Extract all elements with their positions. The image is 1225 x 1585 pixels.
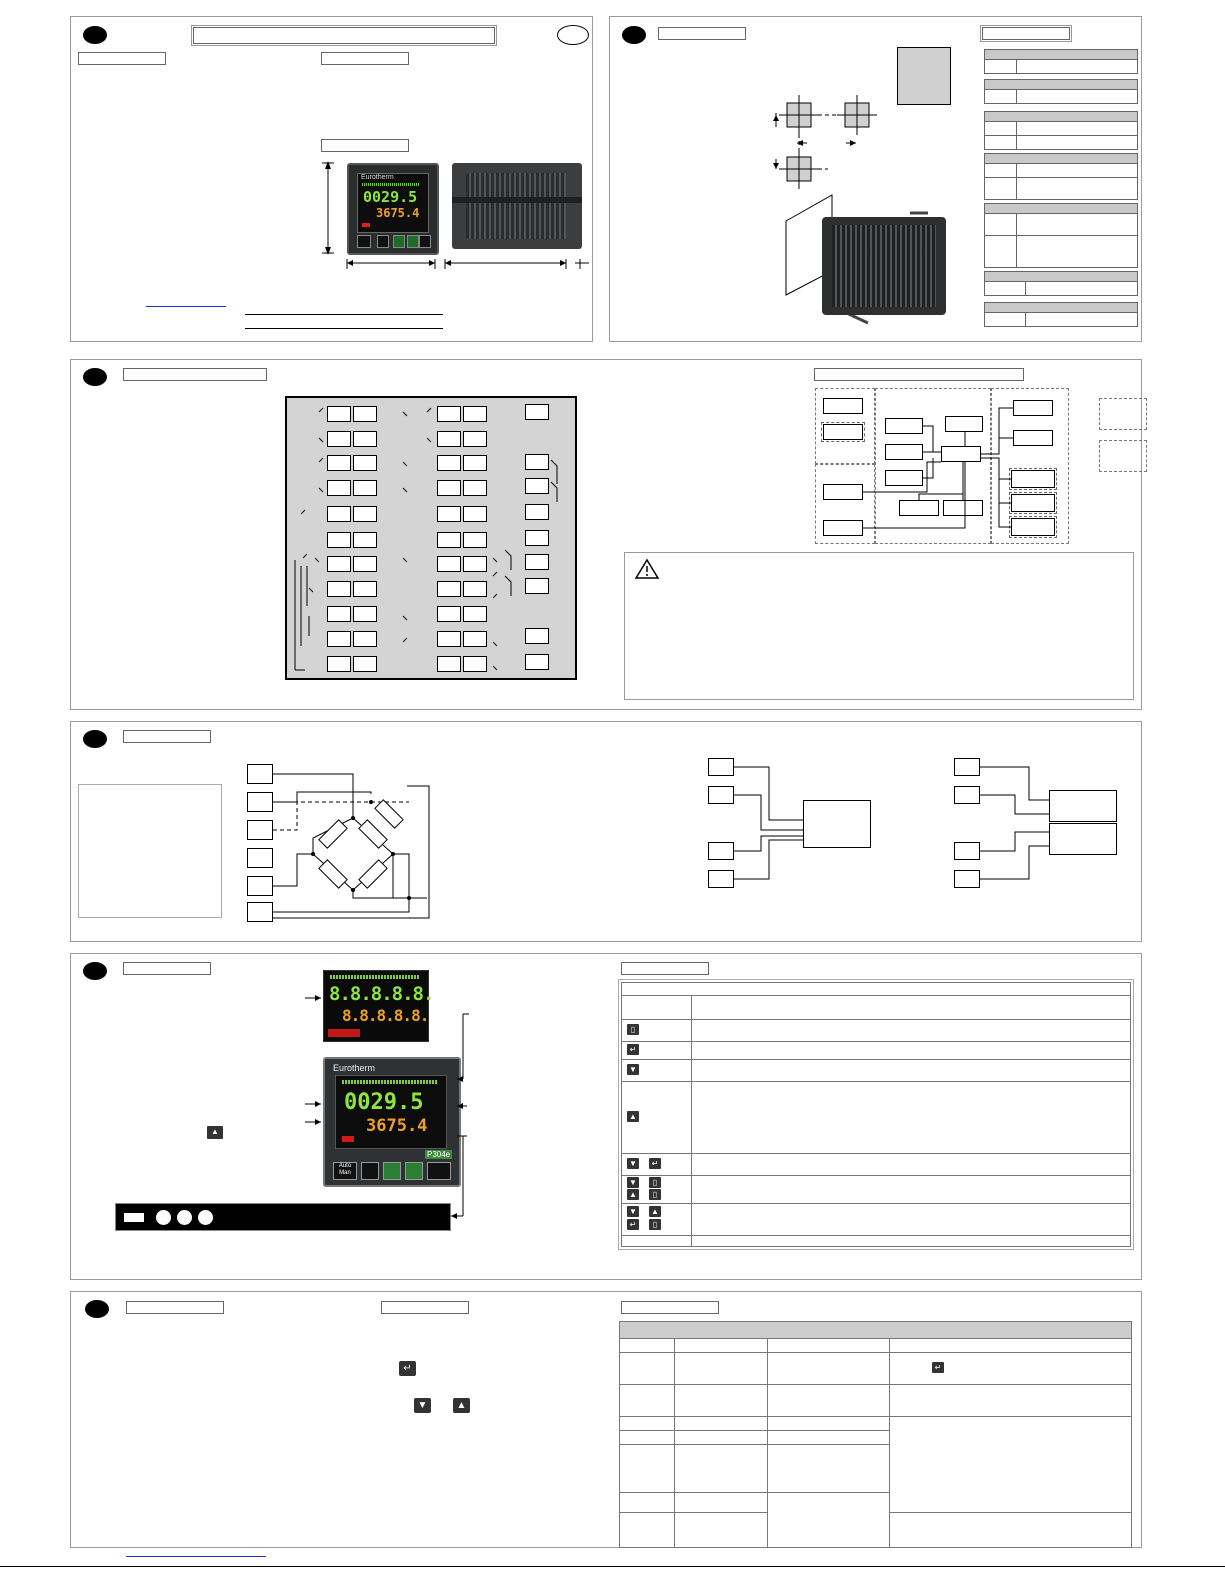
terminal-square [437,532,461,548]
footer-rule [0,1566,1225,1567]
terminal-square [463,606,487,622]
terminal-square [437,506,461,522]
section-heading [123,368,267,381]
page-key-icon: ▯ [649,1189,661,1200]
side-vents [466,173,566,239]
controller-in-panel-photo [822,217,946,315]
terminal-square [525,578,549,594]
operator-interface-panel [70,953,1142,1280]
terminal-square [525,530,549,546]
parameter-table [619,1321,1132,1548]
terminal-square [353,606,377,622]
up-key-icon: ▲ [453,1398,470,1413]
terminal-square [463,532,487,548]
terminal-square [327,556,351,572]
terminal-square [353,656,377,672]
terminal-square [327,406,351,422]
underline [245,314,443,315]
terminal-square [327,506,351,522]
table-row [984,178,1138,200]
terminal-square [437,656,461,672]
table-header-bar [984,203,1138,214]
up-key-icon: ▲ [649,1206,661,1217]
table-row [984,90,1138,104]
wiring-lines [71,722,1143,943]
block-connectors [815,388,1069,544]
table-header-bar [984,111,1138,122]
table-row [984,136,1138,150]
terminal-square [437,480,461,496]
enter-key-icon: ↵ [627,1044,639,1055]
down-key-icon: ▼ [414,1398,431,1413]
terminal-square [327,431,351,447]
terminal-square [525,404,549,420]
terminal-square [327,656,351,672]
terminal-square [327,532,351,548]
section-number-badge [83,368,107,386]
down-key-icon: ▼ [627,1158,639,1169]
terminal-square [353,506,377,522]
web-link[interactable] [146,306,226,307]
terminal-square [463,556,487,572]
side-clip [452,197,582,203]
terminal-square [463,455,487,471]
terminal-square [463,656,487,672]
terminal-square [353,631,377,647]
terminal-square [327,581,351,597]
key-function-table [621,982,1131,1247]
housing-vents [832,225,936,307]
warning-triangle-icon [635,559,659,579]
sv-segments: 8.8.8.8.8. [342,1006,429,1025]
terminal-square [327,455,351,471]
status-indicator-strip [115,1203,451,1231]
pv-display: 0029.5 [344,1090,424,1115]
section-heading [621,1301,719,1314]
terminal-square [463,406,487,422]
down-key-icon: ▼ [627,1064,639,1075]
terminal-square [437,406,461,422]
sv-display: 3675.4 [366,1116,428,1136]
terminal-square [353,455,377,471]
section-heading [814,368,1024,381]
controller-side-photo [452,163,582,249]
terminal-square [525,478,549,494]
terminal-square [437,556,461,572]
section-heading [126,1301,224,1314]
table-header-bar [984,153,1138,164]
terminal-square [525,628,549,644]
safety-warning-box [624,552,1134,700]
mounting-panel [609,16,1142,342]
table-header-bar [984,302,1138,313]
terminal-square [463,631,487,647]
pv-display: 0029.5 [363,188,418,206]
enter-key-icon: ↵ [399,1361,416,1376]
terminal-square [463,431,487,447]
pv-segments: 8.8.8.8.8. [329,983,434,1005]
down-key-icon: ▼ [627,1177,639,1188]
status-dot-icon [198,1210,213,1225]
page-key-icon: ▯ [649,1177,661,1188]
section-number-badge [85,1300,109,1318]
terminal-square [437,581,461,597]
intro-panel [70,16,593,342]
terminal-square [437,631,461,647]
enter-key-icon: ↵ [932,1362,944,1373]
terminal-square [437,606,461,622]
sv-display: 3675.4 [376,206,420,220]
sensor-wiring-panel [70,721,1142,942]
terminal-square [525,654,549,670]
terminal-square [463,480,487,496]
page-key-icon: ▯ [627,1024,639,1035]
status-dot-icon [177,1210,192,1225]
terminal-square [353,431,377,447]
terminal-square [437,431,461,447]
up-key-icon: ▲ [627,1111,639,1122]
terminal-square [463,506,487,522]
terminal-square [353,532,377,548]
up-key-icon: ▲ [207,1126,223,1139]
brand-label: Eurotherm [361,174,394,181]
function-block-diagram [815,388,1069,544]
terminal-square [353,556,377,572]
table-row [984,122,1138,136]
terminal-square [353,480,377,496]
table-header-bar [984,271,1138,282]
enter-key-icon: ↵ [627,1219,639,1230]
enter-key-icon: ↵ [649,1158,661,1169]
configuration-panel [70,1291,1142,1548]
status-dot-icon [156,1210,171,1225]
model-label: P304e [427,1150,451,1159]
terminal-square [327,606,351,622]
table-row [984,214,1138,236]
terminal-block-diagram [285,396,577,680]
terminal-square [525,554,549,570]
terminal-square [525,454,549,470]
terminal-square [437,455,461,471]
wiring-panel [70,359,1142,710]
table-row [984,164,1138,178]
table-header-bar [984,49,1138,60]
table-row [984,236,1138,268]
terminal-square [525,504,549,520]
status-rectangle-icon [124,1213,144,1222]
table-row [984,282,1138,296]
terminal-square [353,581,377,597]
table-header-bar [984,79,1138,90]
underline [245,328,443,329]
terminal-square [327,480,351,496]
brand-label: Eurotherm [333,1063,376,1073]
auto-man-key[interactable]: Auto Man [333,1162,357,1180]
page-key-icon: ▯ [649,1219,661,1230]
footer-link[interactable] [126,1556,266,1557]
terminal-square [463,581,487,597]
terminal-square [353,406,377,422]
table-row [984,313,1138,327]
up-key-icon: ▲ [627,1189,639,1200]
table-header-bar [620,1322,1131,1339]
table-row [984,60,1138,74]
section-heading [381,1301,469,1314]
terminal-square [327,631,351,647]
down-key-icon: ▼ [627,1206,639,1217]
